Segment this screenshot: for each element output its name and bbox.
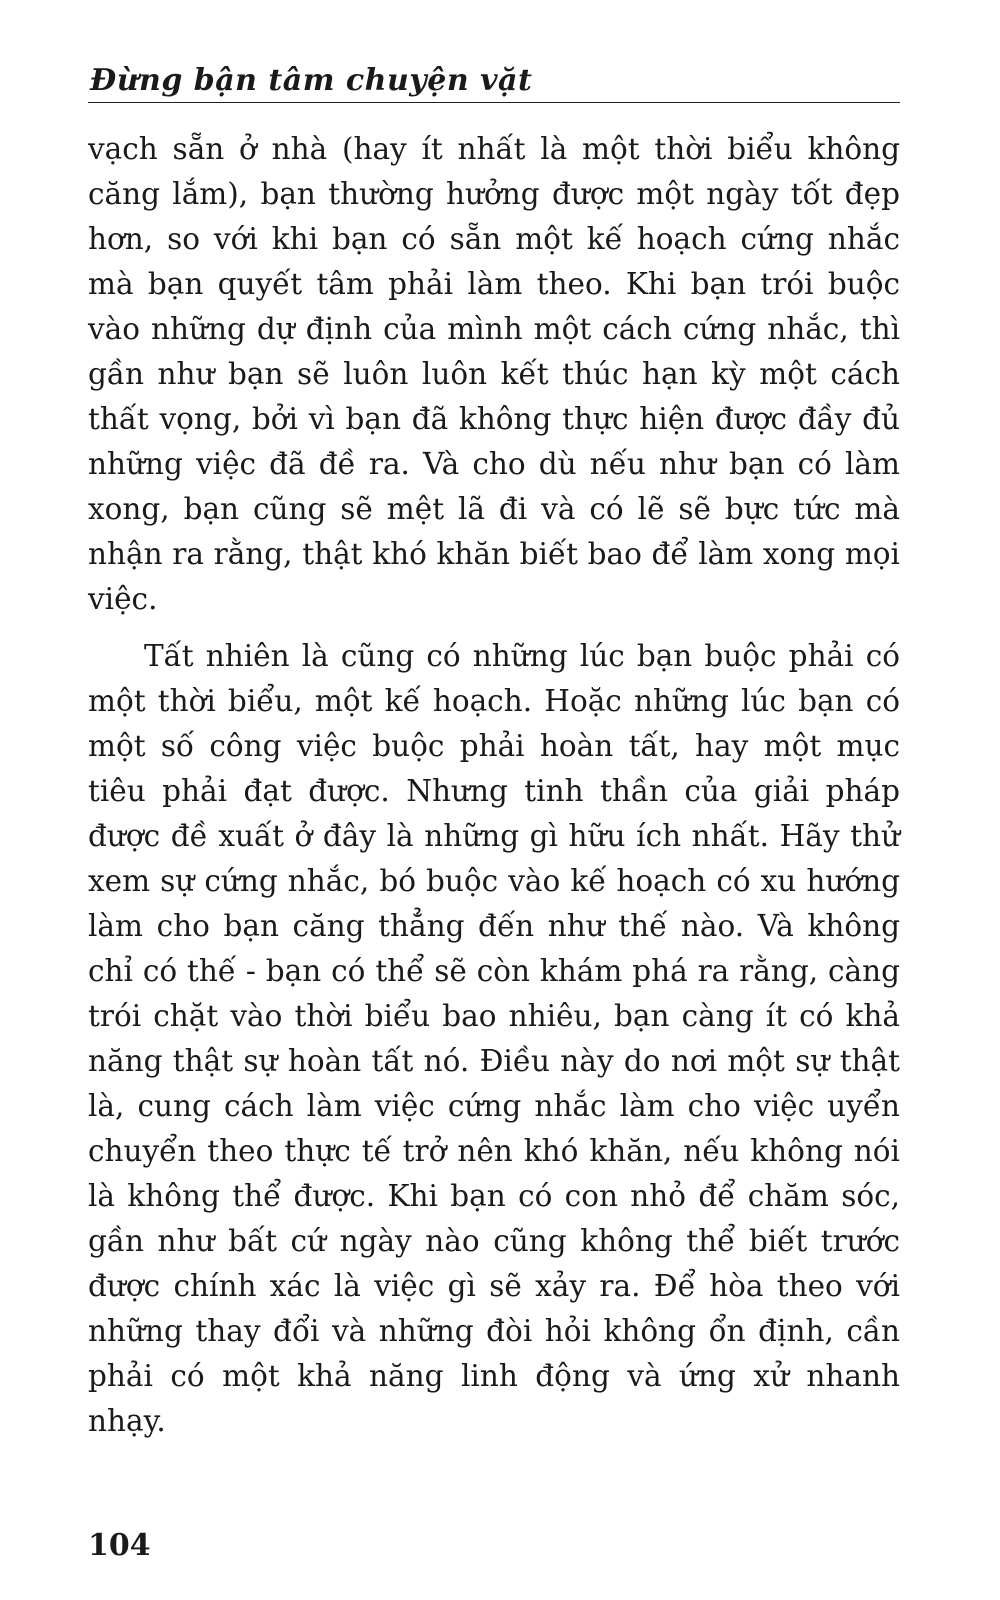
body-text <box>88 127 900 1444</box>
paragraph-1: vạch sẵn ở nhà (hay ít nhất là một thời biểu không căng lắm), bạn thường hưởng được một ngày tốt đẹp hơn, so với khi bạn có sẵn một kế hoạch cứng nhắc mà bạn quyết tâm phải làm theo. Khi bạn trói buộc vào những dự định của mình một cách cứng nhắc, thì gần như bạn sẽ luôn luôn kết thúc hạn kỳ một cách thất vọng, bởi vì bạn đã không thực hiện được đầy đủ những việc đã đề ra. Và cho dù nếu như bạn có làm xong, bạn cũng sẽ mệt lã đi và có lẽ sẽ bực tức mà nhận ra rằng, thật khó khăn biết bao để làm xong mọi việc. <box>88 132 900 616</box>
page-number: 104 <box>88 1528 151 1563</box>
running-header <box>88 56 900 103</box>
paragraph-2: Tất nhiên là cũng có những lúc bạn buộc phải có một thời biểu, một kế hoạch. Hoặc những lúc bạn có một số công việc buộc phải hoàn tất, hay một mục tiêu phải đạt được. Nhưng tinh thần của giải pháp được đề xuất ở đây là những gì hữu ích nhất. Hãy thử xem sự cứng nhắc, bó buộc vào kế hoạch có xu hướng làm cho bạn căng thẳng đến như thế nào. Và không chỉ có thế - bạn có thể sẽ còn khám phá ra rằng, càng trói chặt vào thời biểu bao nhiêu, bạn càng ít có khả năng thật sự hoàn tất nó. Điều này do nơi một sự thật là, cung cách làm việc cứng nhắc làm cho việc uyển chuyển theo thực tế trở nên khó khăn, nếu không nói là không thể được. Khi bạn có con nhỏ để chăm sóc, gần như bất cứ ngày nào cũng không thể biết trước được chính xác là việc gì sẽ xảy ra. Để hòa theo với những thay đổi và những đòi hỏi không ổn định, cần phải có một khả năng linh động và ứng xử nhanh nhạy. <box>88 639 900 1438</box>
running-title: Đừng bận tâm chuyện vặt <box>90 63 533 98</box>
